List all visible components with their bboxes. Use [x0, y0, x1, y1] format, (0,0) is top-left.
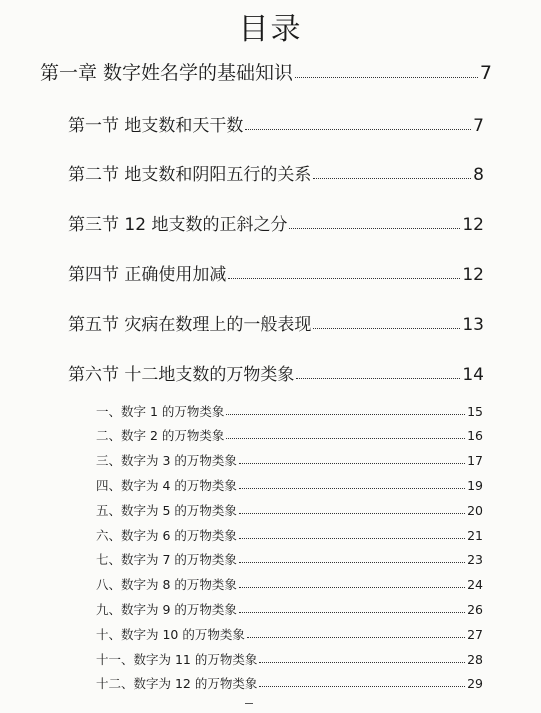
toc-page-number: 26 [467, 602, 483, 617]
toc-entry-label: 七、数字为 7 的万物类象 [96, 552, 237, 567]
dot-leader [239, 507, 465, 515]
toc-subsection-1[interactable] [96, 402, 483, 420]
toc-entry-label: 八、数字为 8 的万物类象 [96, 577, 237, 592]
page-title: 目录 [238, 12, 303, 47]
dot-leader [259, 656, 465, 664]
toc-entry-label: 三、数字为 3 的万物类象 [96, 453, 237, 468]
dot-leader [239, 556, 465, 564]
toc-page-number: 24 [467, 577, 483, 592]
toc-page-number: 7 [479, 62, 492, 84]
toc-section-5[interactable] [68, 310, 484, 335]
toc-subsection-5[interactable] [96, 501, 483, 519]
dot-leader [313, 169, 471, 179]
dot-leader [226, 408, 465, 416]
toc-entry-label: 第六节 十二地支数的万物类象 [68, 365, 295, 385]
toc-entry-label: 六、数字为 6 的万物类象 [96, 528, 237, 543]
toc-entry-label: 一、数字 1 的万物类象 [96, 404, 225, 419]
toc-subsection-8[interactable] [96, 575, 483, 593]
dot-leader [239, 581, 465, 589]
toc-subsection-10[interactable] [96, 625, 483, 643]
dot-leader [239, 482, 465, 490]
dot-leader [313, 319, 460, 329]
dot-leader [247, 631, 465, 639]
toc-subsection-9[interactable] [96, 600, 483, 618]
toc-subsection-3[interactable] [96, 451, 483, 469]
toc-entry-label: 十、数字为 10 的万物类象 [96, 627, 245, 642]
toc-section-3[interactable] [68, 210, 484, 235]
toc-page-number: 7 [473, 116, 484, 136]
toc-entry-label: 二、数字 2 的万物类象 [96, 428, 225, 443]
toc-entry-label: 十一、数字为 11 的万物类象 [96, 652, 258, 667]
dot-leader [239, 532, 465, 540]
toc-section-6[interactable] [68, 360, 484, 385]
dot-leader [295, 67, 478, 78]
dot-leader [296, 369, 460, 379]
toc-entry-label: 第五节 灾病在数理上的一般表现 [68, 315, 312, 335]
toc-page-number: 14 [462, 365, 484, 385]
toc-page-number: 17 [467, 453, 483, 468]
toc-entry-label: 九、数字为 9 的万物类象 [96, 602, 237, 617]
toc-page-number: 15 [467, 404, 483, 419]
toc-page-number: 27 [467, 627, 483, 642]
toc-entry-label: 五、数字为 5 的万物类象 [96, 503, 237, 518]
toc-page-number: 21 [467, 528, 483, 543]
toc-page-number: 23 [467, 552, 483, 567]
toc-page-number: 20 [467, 503, 483, 518]
toc-subsection-6[interactable] [96, 526, 483, 544]
toc-entry-label: 第三节 12 地支数的正斜之分 [68, 215, 288, 235]
toc-page-number: 13 [462, 315, 484, 335]
toc-section-4[interactable] [68, 260, 484, 285]
toc-entry-label: 第二节 地支数和阴阳五行的关系 [68, 165, 312, 185]
toc-section-1[interactable] [68, 111, 484, 136]
toc-entry-label: 第一章 数字姓名学的基础知识 [40, 62, 294, 84]
dot-leader [289, 219, 460, 229]
toc-chapter-1[interactable] [40, 58, 492, 85]
toc-page-number: 28 [467, 652, 483, 667]
page-edge-mark [245, 703, 253, 704]
dot-leader [239, 606, 465, 614]
toc-subsection-7[interactable] [96, 550, 483, 568]
toc-page-number: 29 [467, 676, 483, 691]
toc-page-number: 16 [467, 428, 483, 443]
dot-leader [259, 680, 465, 688]
toc-entry-label: 十二、数字为 12 的万物类象 [96, 676, 258, 691]
toc-entry-label: 第四节 正确使用加减 [68, 265, 227, 285]
toc-page-number: 19 [467, 478, 483, 493]
dot-leader [245, 120, 471, 130]
toc-section-2[interactable] [68, 160, 484, 185]
toc-subsection-12[interactable] [96, 674, 483, 692]
dot-leader [228, 269, 460, 279]
toc-entry-label: 四、数字为 4 的万物类象 [96, 478, 237, 493]
toc-subsection-4[interactable] [96, 476, 483, 494]
toc-page-number: 8 [473, 165, 484, 185]
toc-subsection-11[interactable] [96, 650, 483, 668]
dot-leader [226, 432, 465, 440]
toc-subsection-2[interactable] [96, 426, 483, 444]
toc-page-number: 12 [462, 265, 484, 285]
toc-page-number: 12 [462, 215, 484, 235]
toc-entry-label: 第一节 地支数和天干数 [68, 116, 244, 136]
dot-leader [239, 457, 465, 465]
